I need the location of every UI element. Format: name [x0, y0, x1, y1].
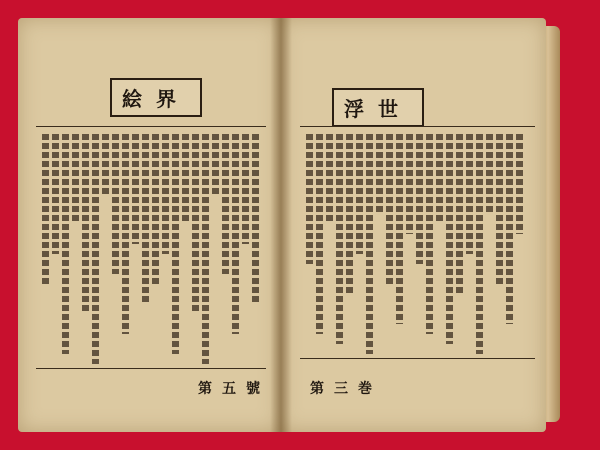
text-column	[446, 134, 453, 344]
text-column	[356, 134, 363, 254]
text-column	[62, 134, 69, 354]
right-page	[280, 18, 546, 432]
open-book	[18, 18, 560, 432]
text-column	[376, 134, 383, 214]
text-column	[242, 134, 249, 244]
text-column	[456, 134, 463, 294]
text-column	[232, 134, 239, 334]
right-top-rule	[300, 126, 535, 127]
text-column	[316, 134, 323, 334]
book-spine	[270, 18, 292, 432]
text-column	[142, 134, 149, 304]
text-column	[152, 134, 159, 284]
text-column	[172, 134, 179, 354]
text-column	[102, 134, 109, 194]
text-column	[436, 134, 443, 224]
text-column	[52, 134, 59, 254]
text-column	[466, 134, 473, 254]
left-page-footer: 第五號	[198, 381, 270, 397]
text-column	[132, 134, 139, 244]
text-column	[506, 134, 513, 324]
text-column	[42, 134, 49, 284]
text-column	[162, 134, 169, 254]
text-column	[516, 134, 523, 234]
left-page-heading: 絵界	[110, 78, 202, 117]
right-page-heading: 浮世	[332, 88, 424, 127]
text-column	[212, 134, 219, 194]
text-column	[92, 134, 99, 364]
text-column	[122, 134, 129, 334]
text-column	[192, 134, 199, 314]
text-column	[386, 134, 393, 284]
text-column	[406, 134, 413, 234]
text-column	[396, 134, 403, 324]
text-column	[426, 134, 433, 334]
left-page	[18, 18, 280, 432]
right-bottom-rule	[300, 358, 535, 359]
text-column	[222, 134, 229, 274]
text-column	[252, 134, 259, 304]
text-column	[366, 134, 373, 354]
text-column	[326, 134, 333, 224]
right-page-footer: 第三巻	[310, 381, 382, 397]
text-column	[476, 134, 483, 354]
left-top-rule	[36, 126, 266, 127]
text-column	[496, 134, 503, 284]
text-column	[112, 134, 119, 274]
text-column	[182, 134, 189, 224]
text-column	[72, 134, 79, 224]
text-column	[336, 134, 343, 344]
text-column	[82, 134, 89, 314]
text-column	[486, 134, 493, 214]
text-column	[346, 134, 353, 294]
text-column	[202, 134, 209, 364]
text-column	[416, 134, 423, 264]
text-column	[306, 134, 313, 264]
left-bottom-rule	[36, 368, 266, 369]
